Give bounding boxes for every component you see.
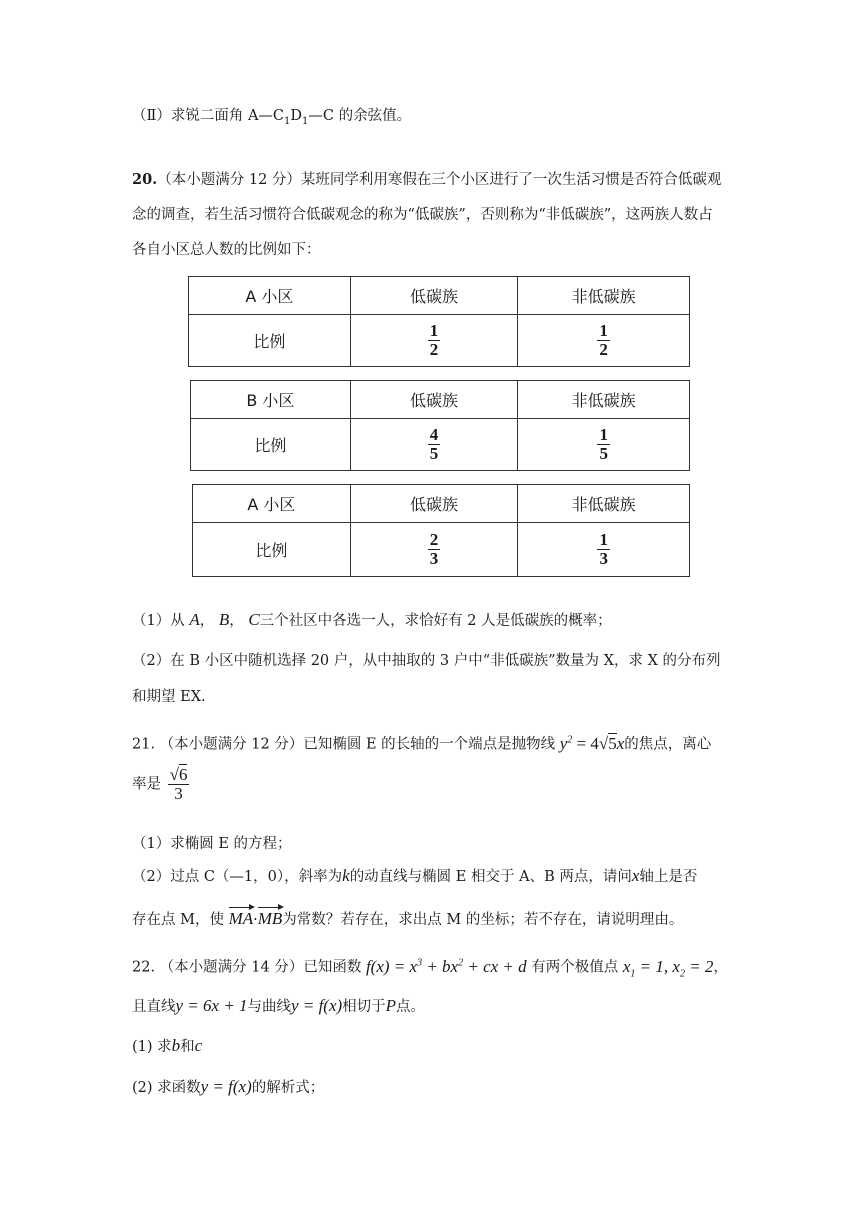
ratio-table-2 bbox=[190, 380, 690, 471]
q19-part2: （Ⅱ）求锐二面角 $A—C_1D_1—C$ 的余弦值。 bbox=[132, 108, 412, 127]
table1-non-fraction: $\frac{1}{2}$ bbox=[599, 321, 608, 359]
q20-line2: 念的调查，若生活习惯符合低碳观念的称为“低碳族”，否则称为“非低碳族”，这两族人数占 bbox=[132, 207, 713, 223]
sqrt-sign: √ bbox=[598, 733, 609, 753]
table3-low-fraction: $\frac{2}{3}$ bbox=[429, 530, 439, 568]
q21-part2-line2: 存在点 M，使 MA·MB为常数？若存在，求出点 M 的坐标；若不存在，请说明理由。 bbox=[132, 909, 684, 928]
table2-row-label: 比例 bbox=[191, 419, 351, 471]
function-equation: $f(x) = x^3 + bx^2$ + cx + d bbox=[365, 956, 527, 976]
table3-area: A 小区 bbox=[193, 485, 351, 523]
table3-non-fraction: $\frac{1}{3}$ bbox=[599, 530, 608, 568]
table3-row-label: 比例 bbox=[193, 523, 351, 577]
table3-col-non: 非低碳族 bbox=[518, 485, 690, 523]
q20-line1: 20.（本小题满分 12 分）某班同学利用寒假在三个小区进行了一次生活习惯是否符合低碳观 bbox=[132, 171, 722, 188]
table1-col-low: 低碳族 bbox=[350, 277, 518, 315]
table2-area: B 小区 bbox=[191, 381, 351, 419]
vector-ma: MA bbox=[228, 909, 254, 928]
q20-part1: （1）从 A， B， C三个社区中各选一人，求恰好有 2 人是低碳族的概率； bbox=[132, 610, 612, 629]
q20-line3: 各自小区总人数的比例如下： bbox=[132, 242, 321, 258]
q22-part1: (1) 求b和c bbox=[132, 1036, 203, 1055]
q22-part2: (2) 求函数y = f(x)的解析式； bbox=[132, 1077, 325, 1096]
q22-line2: 且直线y = 6x + 1与曲线y = f(x)相切于P点。 bbox=[132, 996, 426, 1015]
table2-col-low: 低碳族 bbox=[350, 381, 518, 419]
table1-col-non: 非低碳族 bbox=[518, 277, 690, 315]
ratio-table-3 bbox=[192, 484, 690, 577]
q21-part2-line1: （2）过点 C（—1，0），斜率为k的动直线与椭圆 E 相交于 A、B 两点，请问x轴上是否 bbox=[132, 866, 698, 885]
table3-col-low: 低碳族 bbox=[350, 485, 518, 523]
q21-line1: 21. （本小题满分 12 分）已知椭圆 E 的长轴的一个端点是抛物线 $y^2 = 4√5x$的焦点，离心 bbox=[132, 733, 712, 753]
q22-line1: 22. （本小题满分 14 分）已知函数 $f(x) = x^3 + bx^2$ + cx + d 有两个极值点 $x_1 = 1$, $x_2 = 2$， bbox=[132, 956, 728, 980]
table2-low-fraction: $\frac{4}{5}$ bbox=[429, 425, 439, 463]
table1-row-label: 比例 bbox=[189, 315, 351, 367]
table1-area: A 小区 bbox=[189, 277, 351, 315]
ratio-table-1 bbox=[188, 276, 690, 367]
parabola-equation: $y^2 = 4√5x$ bbox=[559, 733, 625, 753]
vector-mb: MB bbox=[257, 909, 283, 928]
table1-low-fraction: $\frac{1}{2}$ bbox=[429, 321, 439, 359]
eccentricity-fraction: $\frac{√6}{3}$ bbox=[169, 765, 188, 803]
table2-col-non: 非低碳族 bbox=[518, 381, 690, 419]
extreme-points: $x_1 = 1$, $x_2 = 2$ bbox=[622, 956, 714, 980]
q20-part2-line2: 和期望 EX. bbox=[132, 689, 206, 705]
q20-part2-line1: （2）在 B 小区中随机选择 20 户，从中抽取的 3 户中“非低碳族”数量为 X，求 X 的分布列 bbox=[132, 653, 721, 669]
q20-number: 20. bbox=[132, 171, 158, 188]
q21-part1: （1）求椭圆 E 的方程； bbox=[132, 836, 292, 852]
q21-line2: 率是 $\frac{√6}{3}$ bbox=[132, 765, 188, 803]
table2-non-fraction: $\frac{1}{5}$ bbox=[599, 425, 608, 463]
